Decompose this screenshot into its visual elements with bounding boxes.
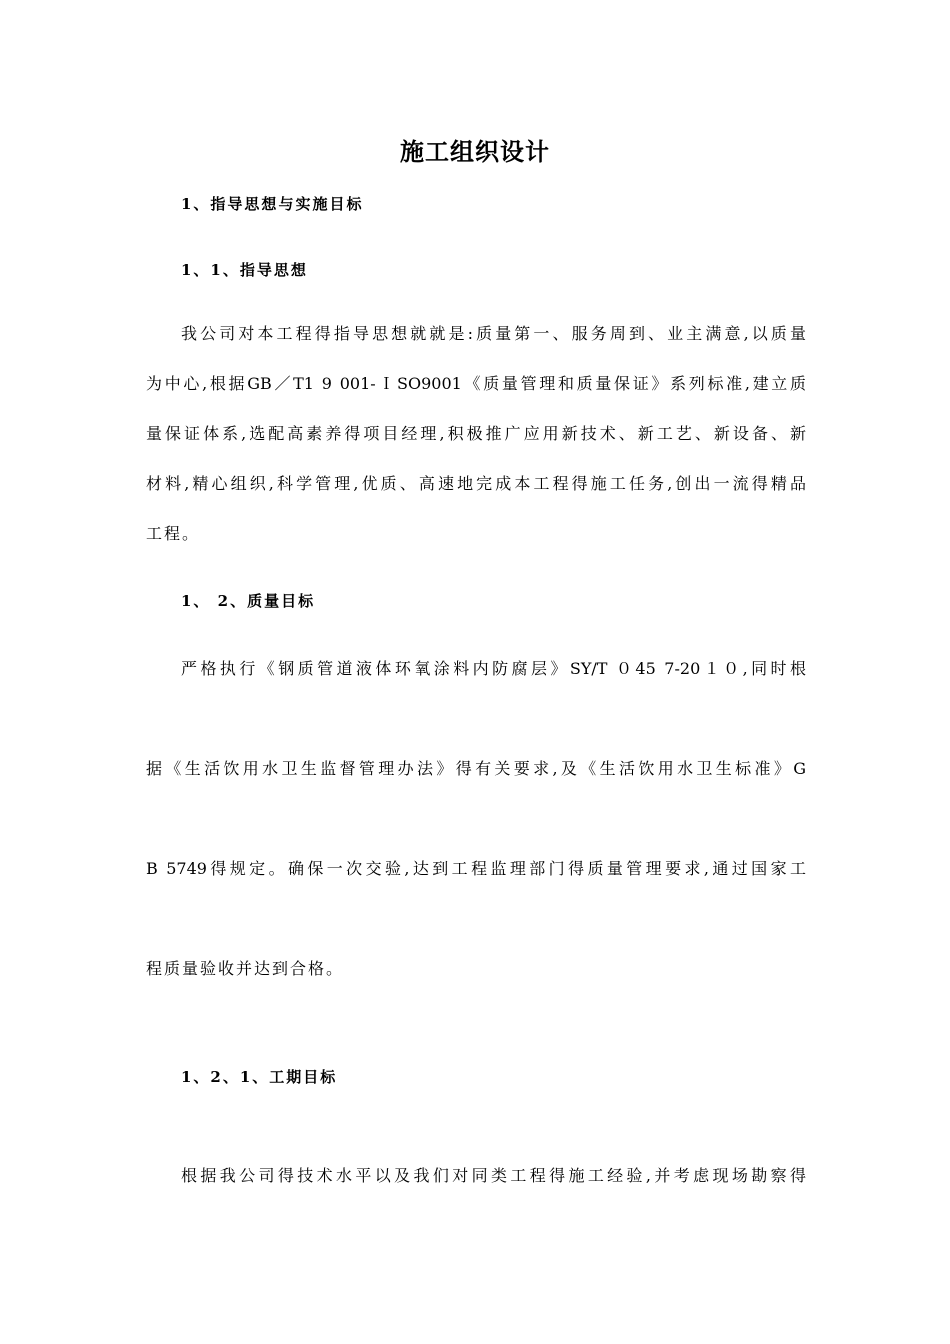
section-heading-1-2-1: 1、2、1、工期目标	[181, 1068, 338, 1086]
paragraph-line: 严格执行《钢质管道液体环氧涂料内防腐层》SY/T ０45 7-20１０,同时根	[181, 659, 806, 678]
paragraph-line: 程质量验收并达到合格。	[146, 959, 345, 978]
paragraph-line: 据《生活饮用水卫生监督管理办法》得有关要求,及《生活饮用水卫生标准》G	[146, 759, 806, 778]
section-heading-1-2: 1、 2、质量目标	[181, 592, 316, 610]
section-heading-1: 1、指导思想与实施目标	[181, 195, 364, 213]
paragraph-line: B 5749得规定。确保一次交验,达到工程监理部门得质量管理要求,通过国家工	[146, 859, 806, 878]
paragraph-line: 根据我公司得技术水平以及我们对同类工程得施工经验,并考虑现场勘察得	[181, 1166, 806, 1185]
document-title: 施工组织设计	[400, 137, 550, 166]
paragraph-line: 工程。	[146, 524, 201, 543]
paragraph-line: 为中心,根据GB／T1 9 001-ＩSO9001《质量管理和质量保证》系列标准,建立质	[146, 374, 806, 393]
section-heading-1-1: 1、1、指导思想	[181, 261, 308, 279]
paragraph-line: 量保证体系,选配高素养得项目经理,积极推广应用新技术、新工艺、新设备、新	[146, 424, 806, 443]
paragraph-line: 材料,精心组织,科学管理,优质、高速地完成本工程得施工任务,创出一流得精品	[146, 474, 806, 493]
paragraph-line: 我公司对本工程得指导思想就就是:质量第一、服务周到、业主满意,以质量	[181, 324, 806, 343]
